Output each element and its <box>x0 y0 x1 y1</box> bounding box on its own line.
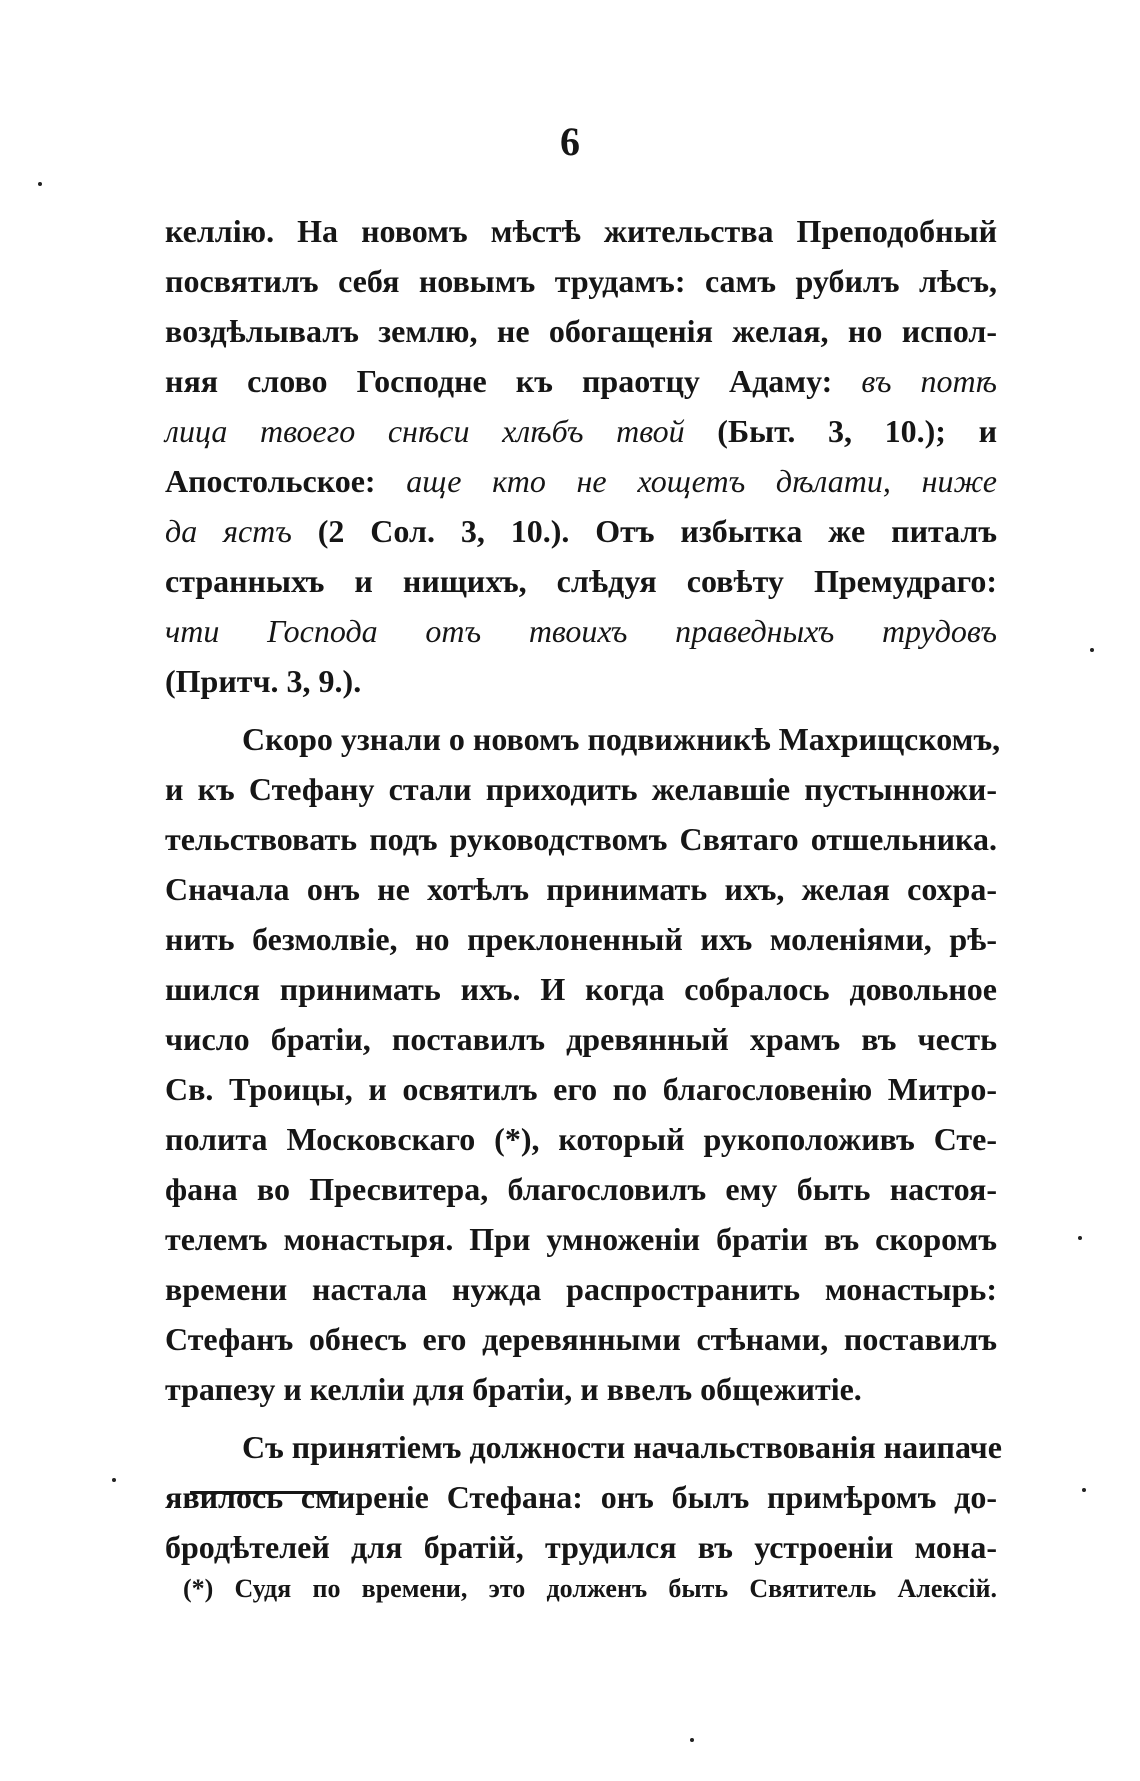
text-span: (2 Сол. 3, 10.). Отъ избытка же питалъ <box>291 513 998 549</box>
paragraph <box>165 1422 1002 1572</box>
text-span: посвятилъ себя новымъ трудамъ: самъ рубилъ лѣсъ, <box>165 263 997 299</box>
text-line <box>165 306 997 356</box>
print-speck <box>1082 1488 1086 1492</box>
text-line <box>165 1114 997 1164</box>
text-line <box>165 1064 997 1114</box>
page-number: 6 <box>560 119 580 164</box>
text-line <box>165 1472 997 1522</box>
text-span: Скоро узнали о новомъ подвижникѣ Махрищскомъ, <box>242 721 1001 757</box>
text-line <box>165 456 997 506</box>
text-line <box>165 356 997 406</box>
text-line <box>165 1214 997 1264</box>
text-span: (Притч. 3, 9.). <box>165 663 362 699</box>
text-line <box>165 1422 1002 1472</box>
text-line <box>165 406 997 456</box>
print-speck <box>690 1738 694 1742</box>
text-line <box>165 814 997 864</box>
text-line <box>165 656 997 706</box>
text-line <box>165 714 1001 764</box>
print-speck <box>38 182 42 186</box>
text-span: число братіи, поставилъ древянный храмъ въ честь <box>165 1021 997 1057</box>
text-line <box>165 964 997 1014</box>
text-span: Сначала онъ не хотѣлъ принимать ихъ, желая сохра- <box>165 871 997 907</box>
text-line <box>165 1014 997 1064</box>
text-line <box>165 1264 997 1314</box>
text-span: полита Московскаго (*), который рукоположивъ Сте- <box>165 1121 997 1157</box>
text-span: воздѣлывалъ землю, не обогащенія желая, но испол- <box>165 313 997 349</box>
italic-quote: въ потѣ <box>861 363 998 399</box>
text-span: шился принимать ихъ. И когда собралось довольное <box>165 971 997 1007</box>
text-span: фана во Пресвитера, благословилъ ему быть настоя- <box>165 1171 997 1207</box>
text-span: бродѣтелей для братій, трудился въ устроеніи мона- <box>165 1529 997 1565</box>
text-span: и къ Стефану стали приходить желавшіе пустынножи- <box>165 771 997 807</box>
text-span: времени настала нужда распространить монастырь: <box>165 1271 997 1307</box>
text-span: Апостольское: <box>165 463 407 499</box>
italic-quote: да ястъ <box>165 513 292 549</box>
print-speck <box>1090 648 1094 652</box>
text-span: няя слово Господне къ праотцу Адаму: <box>165 363 862 399</box>
text-line <box>165 764 997 814</box>
print-speck <box>112 1478 116 1482</box>
text-line <box>165 1164 997 1214</box>
body-text <box>165 206 1002 1572</box>
text-span: Съ принятіемъ должности начальствованія наипаче <box>242 1429 1002 1465</box>
text-span: Св. Троицы, и освятилъ его по благословенію Митро- <box>165 1071 997 1107</box>
footnote: (*) Судя по времени, это долженъ быть Святитель Алексій. <box>183 1574 997 1603</box>
text-span: (Быт. 3, 10.); и <box>684 413 998 449</box>
italic-quote: чти Господа отъ твоихъ праведныхъ трудовъ <box>165 613 997 649</box>
text-span: телемъ монастыря. При умноженіи братіи въ скоромъ <box>165 1221 997 1257</box>
text-span: трапезу и келліи для братіи, и ввелъ общежитіе. <box>165 1371 862 1407</box>
text-line <box>165 864 997 914</box>
text-span: странныхъ и нищихъ, слѣдуя совѣту Премудраго: <box>165 563 997 599</box>
text-span: нить безмолвіе, но преклоненный ихъ моленіями, рѣ- <box>165 921 997 957</box>
paragraph <box>165 714 1001 1414</box>
text-line <box>165 1314 997 1364</box>
text-span: Стефанъ обнесъ его деревянными стѣнами, поставилъ <box>165 1321 997 1357</box>
text-line <box>165 1364 997 1414</box>
print-speck <box>1078 1236 1082 1240</box>
text-span: келлію. На новомъ мѣстѣ жительства Преподобный <box>165 213 997 249</box>
text-line <box>165 506 997 556</box>
text-line <box>165 556 997 606</box>
italic-quote: лица твоего снѣси хлѣбъ твой <box>165 413 685 449</box>
paragraph <box>165 206 997 706</box>
text-line <box>165 256 997 306</box>
text-line <box>165 606 997 656</box>
text-line <box>165 914 997 964</box>
text-line <box>165 206 997 256</box>
footnote-rule <box>190 1491 338 1494</box>
text-span: тельствовать подъ руководствомъ Святаго отшельника. <box>165 821 997 857</box>
text-span: явилось смиреніе Стефана: онъ былъ примѣромъ до- <box>165 1479 997 1515</box>
italic-quote: аще кто не хощетъ дѣлати, ниже <box>406 463 998 499</box>
